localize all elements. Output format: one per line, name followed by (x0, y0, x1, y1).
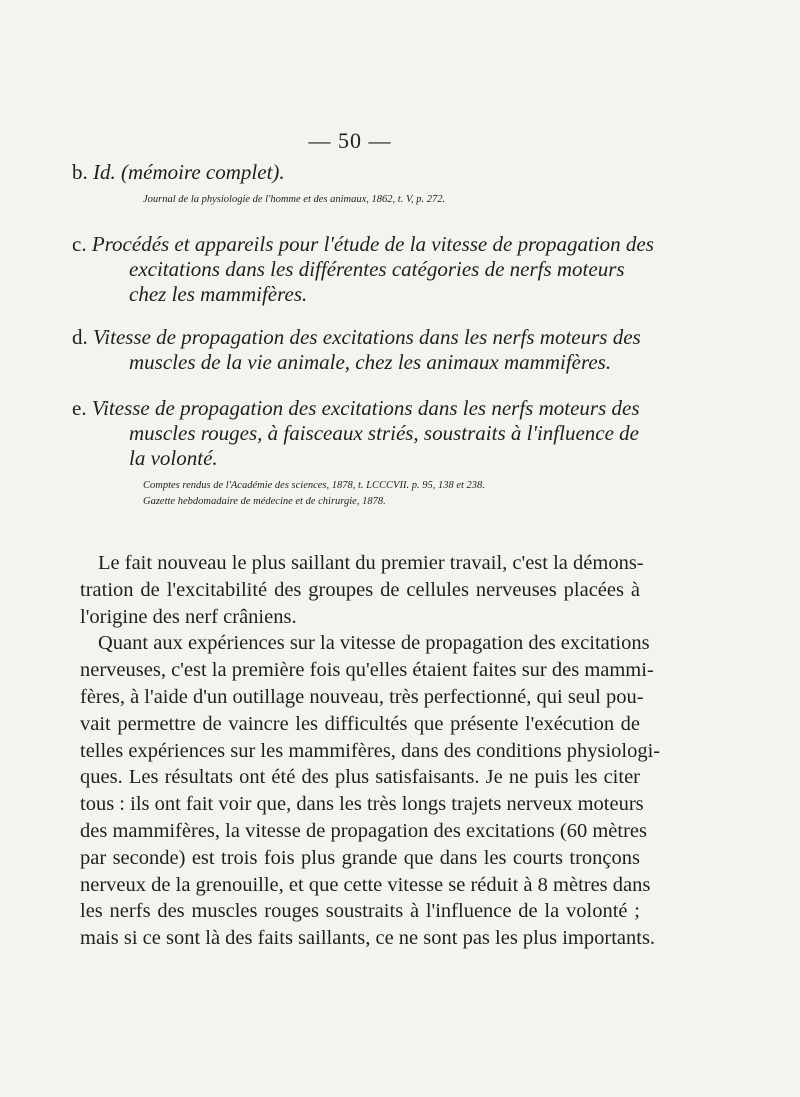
entry-d (72, 325, 672, 375)
paragraph-line: tous : ils ont fait voir que, dans les très longs trajets nerveux moteurs (80, 793, 644, 816)
body-text (80, 550, 661, 952)
paragraph-2 (80, 630, 661, 952)
entry-line: la volonté. (129, 446, 218, 470)
paragraph-line: mais si ce sont là des faits saillants, ce ne sont pas les plus importants. (80, 927, 656, 950)
reference-line: Gazette hebdomadaire de médecine et de chirurgie, 1878. (143, 496, 386, 507)
entry-label: e. (72, 396, 87, 420)
entry-c (72, 232, 672, 307)
paragraph-line: des mammifères, la vitesse de propagation des excitations (60 mètres (80, 819, 647, 842)
entry-label: d. (72, 325, 88, 349)
entry-label: b. (72, 160, 88, 184)
page-number: — 50 — (308, 128, 392, 153)
paragraph-line: l'origine des nerf crâniens. (80, 605, 297, 628)
reference-line: Comptes rendus de l'Académie des sciences, 1878, t. LCCCVII. p. 95, 138 et 238. (143, 480, 485, 491)
paragraph-1 (80, 550, 644, 630)
entry-line: e. Vitesse de propagation des excitations dans les nerfs moteurs des (72, 396, 640, 420)
entry-line: c. Procédés et appareils pour l'étude de la vitesse de propagation des (72, 232, 654, 256)
paragraph-line: fères, à l'aide d'un outillage nouveau, très perfectionné, qui seul pou- (80, 685, 644, 708)
entry-line: muscles de la vie animale, chez les animaux mammifères. (129, 350, 612, 374)
entry-b (72, 160, 672, 185)
reference-line: Journal de la physiologie de l'homme et des animaux, 1862, t. V, p. 272. (143, 194, 446, 205)
paragraph-line: tration de l'excitabilité des groupes de cellules nerveuses placées à (80, 578, 640, 601)
entry-e (72, 396, 672, 471)
paragraph-line: ques. Les résultats ont été des plus satisfaisants. Je ne puis les citer (80, 766, 640, 789)
entry-b-reference (143, 192, 663, 208)
entry-line: excitations dans les différentes catégories de nerfs moteurs (129, 257, 625, 281)
entry-label: c. (72, 232, 87, 256)
paragraph-line: nerveuses, c'est la première fois qu'elles étaient faites sur des mammi- (80, 659, 654, 682)
paragraph-line: par seconde) est trois fois plus grande que dans les courts tronçons (80, 846, 640, 869)
paragraph-line: Quant aux expériences sur la vitesse de propagation des excitations (98, 632, 650, 655)
paragraph-line: nerveux de la grenouille, et que cette vitesse se réduit à 8 mètres dans (80, 873, 651, 896)
entry-line: muscles rouges, à faisceaux striés, soustraits à l'influence de (129, 421, 639, 445)
entry-line: d. Vitesse de propagation des excitations dans les nerfs moteurs des (72, 325, 641, 349)
entry-line: chez les mammifères. (129, 282, 308, 306)
paragraph-line: Le fait nouveau le plus saillant du premier travail, c'est la démons- (98, 552, 644, 574)
paragraph-line: vait permettre de vaincre les difficultés que présente l'exécution de (80, 712, 640, 735)
entry-line: b. Id. (mémoire complet). (72, 160, 285, 184)
entry-e-reference (143, 478, 663, 510)
paragraph-line: les nerfs des muscles rouges soustraits à l'influence de la volonté ; (80, 900, 640, 923)
paragraph-line: telles expériences sur les mammifères, dans des conditions physiologi- (80, 739, 661, 762)
